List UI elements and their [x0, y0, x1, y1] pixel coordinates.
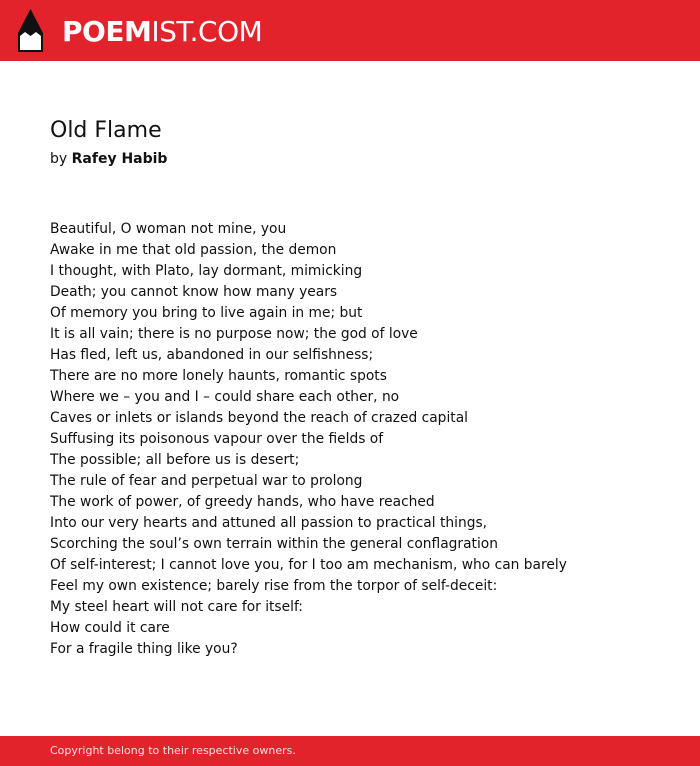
site-logo-text: [62, 16, 262, 48]
poem-line: I thought, with Plato, lay dormant, mimicking: [50, 263, 363, 279]
poem-line: Has fled, left us, abandoned in our selfishness;: [50, 347, 374, 363]
poem-line: Feel my own existence; barely rise from the torpor of self-deceit:: [50, 578, 498, 594]
poem-line: The work of power, of greedy hands, who have reached: [50, 494, 435, 510]
poem-line: Caves or inlets or islands beyond the reach of crazed capital: [50, 410, 468, 426]
poem-line: Scorching the soul’s own terrain within the general conflagration: [50, 536, 498, 552]
copyright-text: Copyright belong to their respective owners.: [50, 744, 296, 757]
poem-line: Death; you cannot know how many years: [50, 284, 338, 300]
poem-line: How could it care: [50, 620, 170, 636]
poem-line: Into our very hearts and attuned all passion to practical things,: [50, 515, 488, 531]
poem-line: Of memory you bring to live again in me; but: [50, 305, 363, 321]
poem-line: The rule of fear and perpetual war to prolong: [50, 473, 363, 489]
logo-bold-part: POEM: [62, 15, 152, 48]
poem-line: It is all vain; there is no purpose now; the god of love: [50, 326, 418, 342]
pencil-logo-icon: [18, 9, 43, 52]
poem-line: Suffusing its poisonous vapour over the fields of: [50, 431, 384, 447]
poem-body: [50, 219, 567, 660]
site-header: [0, 0, 700, 61]
poem-line: Awake in me that old passion, the demon: [50, 242, 337, 258]
poem-line: The possible; all before us is desert;: [50, 452, 300, 468]
byline: [50, 149, 167, 169]
site-footer: [0, 736, 700, 766]
author-link[interactable]: Rafey Habib: [71, 151, 168, 167]
poem-line: There are no more lonely haunts, romantic spots: [50, 368, 387, 384]
poem-line: Where we – you and I – could share each other, no: [50, 389, 400, 405]
poem-line: Beautiful, O woman not mine, you: [50, 221, 287, 237]
poem-line: Of self-interest; I cannot love you, for I too am mechanism, who can barely: [50, 557, 567, 573]
poem-line: For a fragile thing like you?: [50, 641, 238, 657]
poem-title: Old Flame: [50, 118, 162, 143]
logo-light-part: IST.COM: [151, 15, 263, 48]
by-label: by: [50, 151, 68, 167]
poem-line: My steel heart will not care for itself:: [50, 599, 303, 615]
